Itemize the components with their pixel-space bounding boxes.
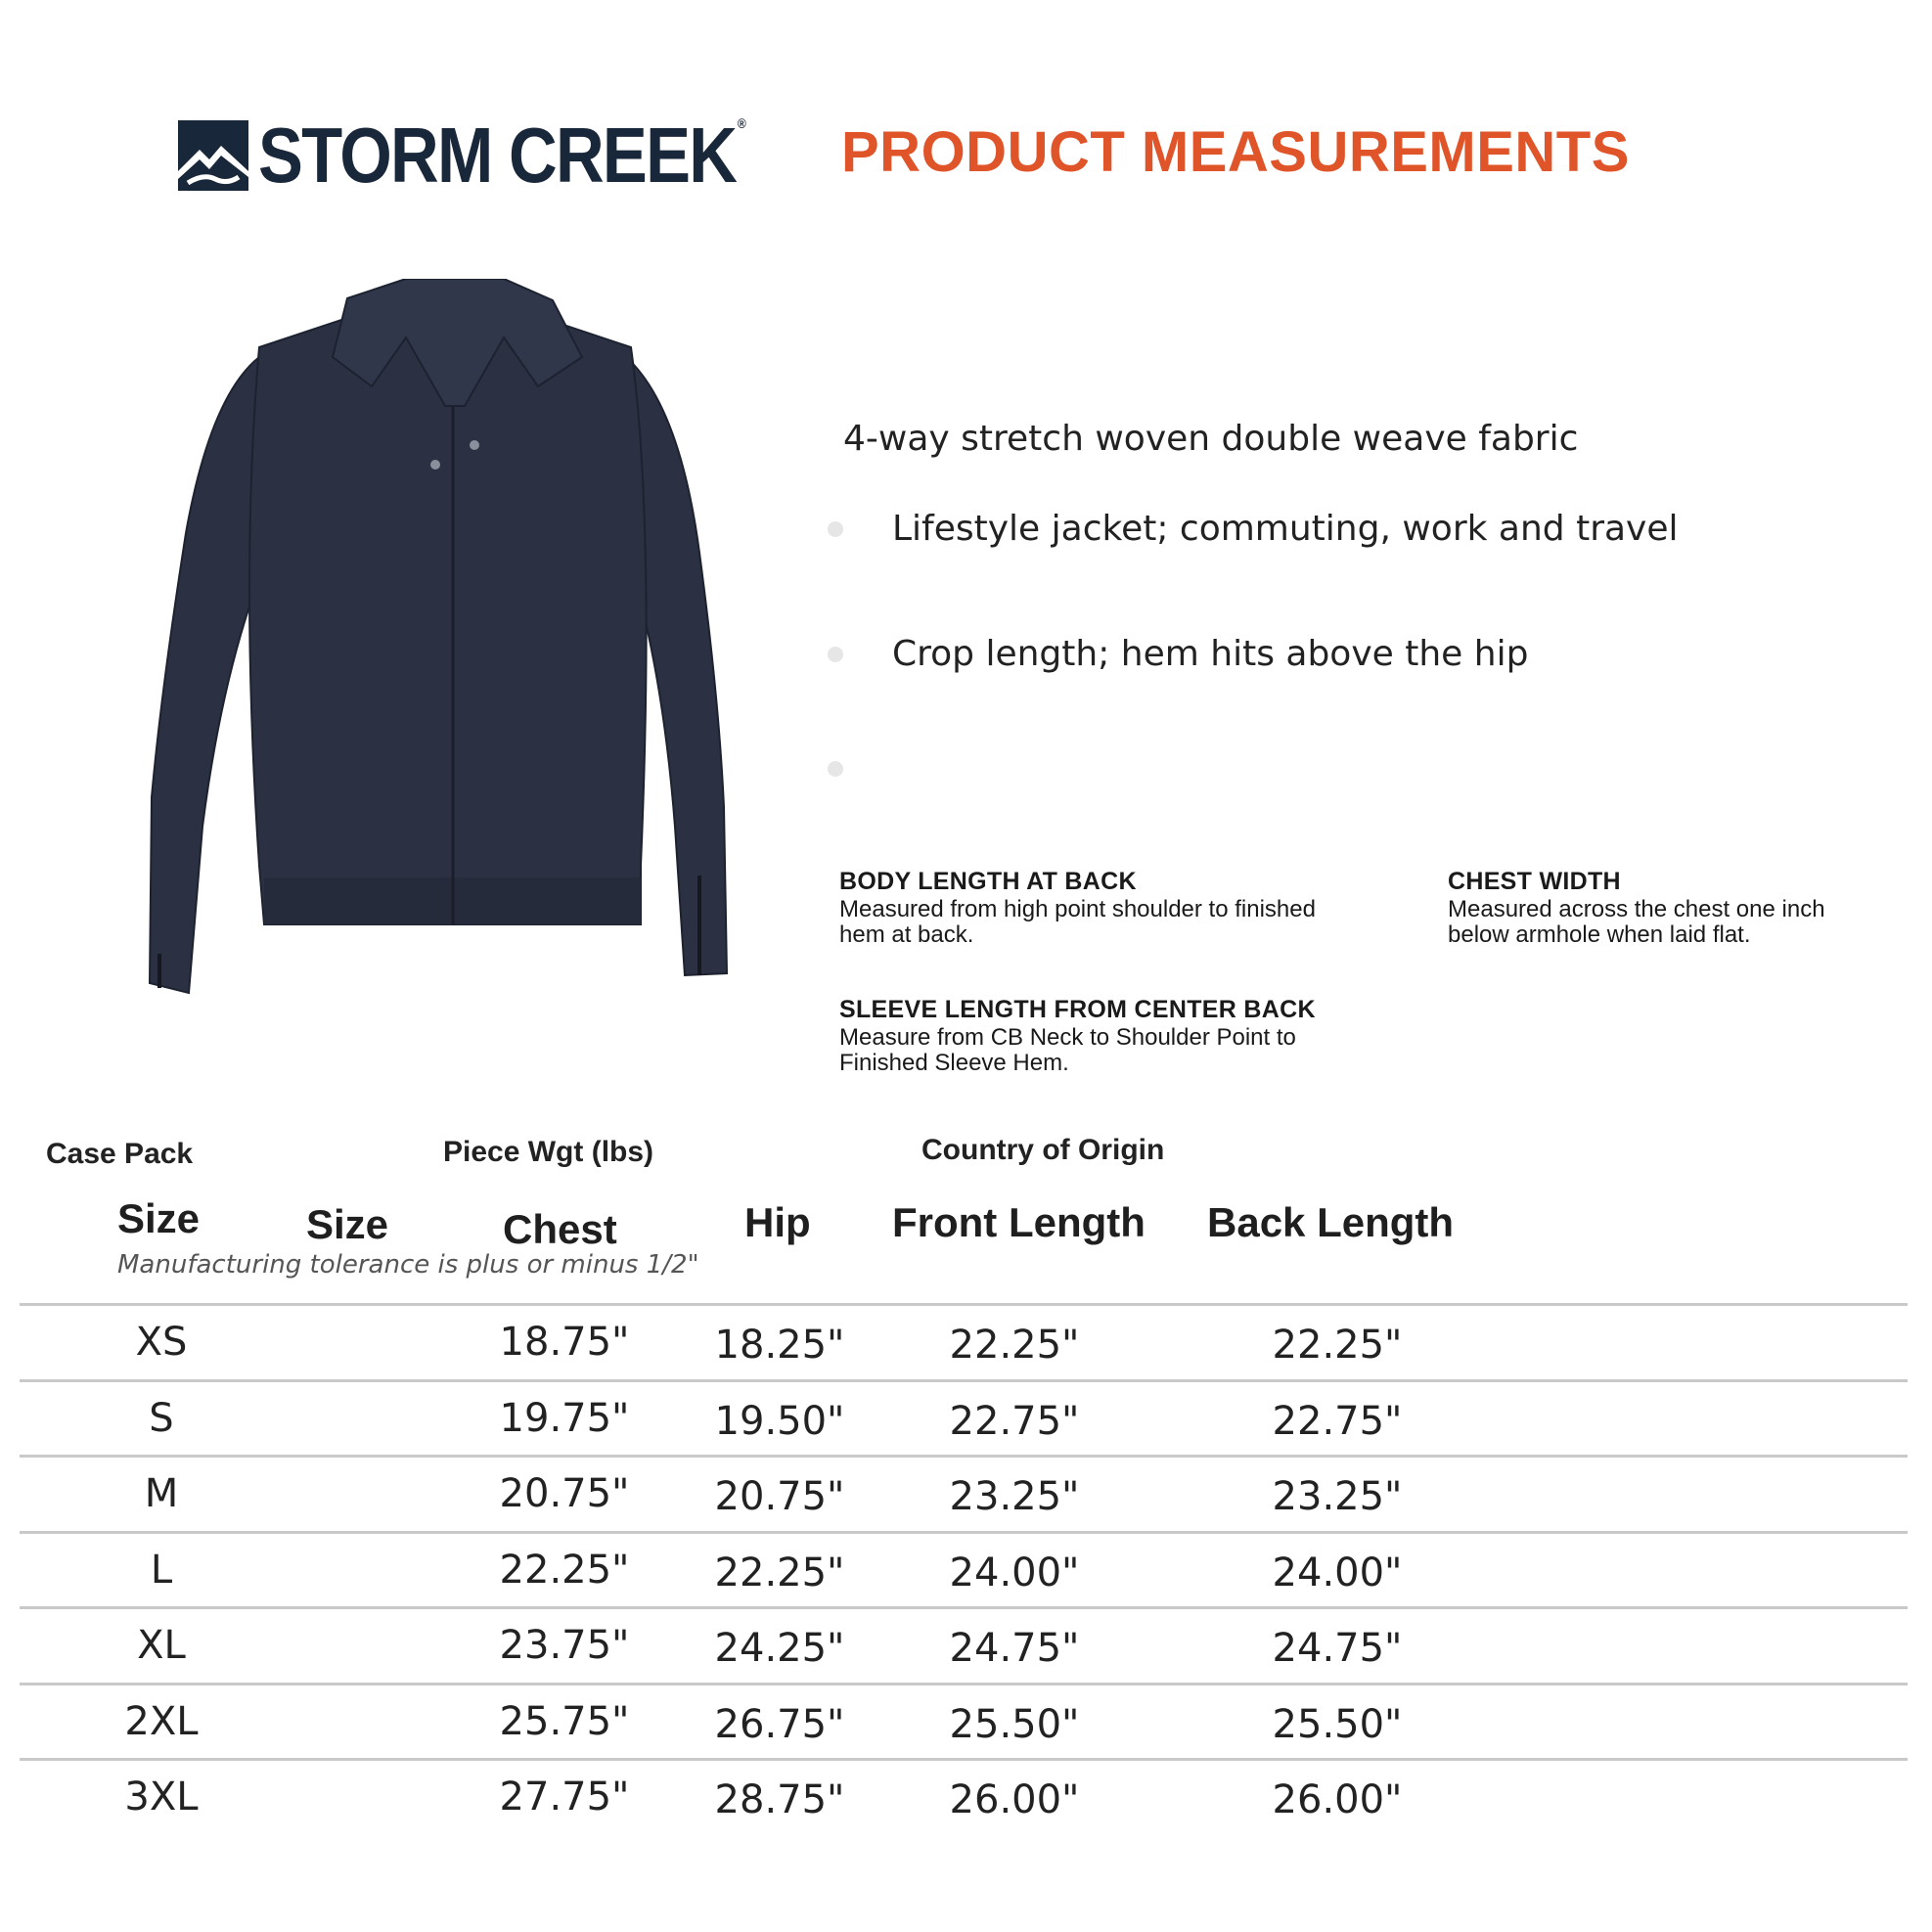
col-header-size: Size [117,1195,201,1241]
table-row: 3XL 27.75" 28.75" 26.00" 26.00" [124,1775,1403,1822]
mountain-logo-icon [178,120,248,191]
table-row: S 19.75" 19.50" 22.75" 22.75" [149,1396,1403,1444]
bullet-dot-icon [828,521,843,537]
table-row: XL 23.75" 24.25" 24.75" 24.75" [137,1623,1403,1671]
col-header-front-length: Front Length [892,1199,1146,1245]
page-title: PRODUCT MEASUREMENTS [841,120,1630,184]
table-row: 2XL 25.75" 26.75" 25.50" 25.50" [124,1699,1403,1747]
case-pack-label: Case Pack [46,1138,194,1170]
table-row: XS 18.75" 18.25" 22.25" 22.25" [135,1320,1403,1368]
bullet-dot-icon [828,647,843,662]
feature-lead: 4-way stretch woven double weave fabric [843,419,1579,459]
feature-bullet: Crop length; hem hits above the hip [828,634,1528,674]
country-of-origin-label: Country of Origin [921,1134,1165,1166]
table-row: L 22.25" 22.25" 24.00" 24.00" [150,1548,1403,1595]
brand-logo [178,112,824,199]
col-header-chest: Chest [503,1206,617,1252]
col-header-hip: Hip [744,1199,811,1245]
definition-body-length: BODY LENGTH AT BACK Measured from high point shoulder to finished hem at back. [839,868,1316,948]
bullet-dot-icon [828,761,843,777]
tolerance-note: Manufacturing tolerance is plus or minus 1/2" [117,1250,699,1280]
definition-sleeve-length: SLEEVE LENGTH FROM CENTER BACK Measure from CB Neck to Shoulder Point to Finished Sleeve Hem. [839,996,1316,1076]
piece-weight-label: Piece Wgt (lbs) [443,1136,654,1168]
feature-bullet: Lifestyle jacket; commuting, work and travel [828,509,1679,549]
col-header-back-length: Back Length [1207,1199,1455,1245]
jacket-image [93,279,797,1003]
definition-chest-width: CHEST WIDTH Measured across the chest one inch below armhole when laid flat. [1448,868,1825,948]
table-row: M 20.75" 20.75" 23.25" 23.25" [144,1471,1403,1519]
feature-bullet [828,761,892,777]
col-header-size-2: Size [306,1201,389,1247]
brand-name: STORM CREEK ® [258,112,745,199]
